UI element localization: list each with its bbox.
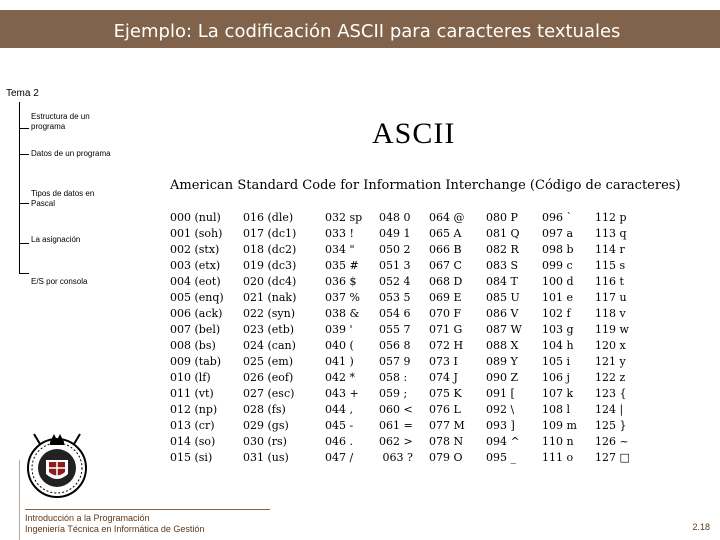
ascii-cell: 065 A xyxy=(429,227,462,240)
ascii-cell: 016 (dle) xyxy=(243,211,294,224)
ascii-cell: 075 K xyxy=(429,387,462,400)
ascii-cell: 081 Q xyxy=(486,227,520,240)
ascii-cell: 027 (esc) xyxy=(243,387,295,400)
ascii-cell: 025 (em) xyxy=(243,355,294,368)
ascii-cell: 123 { xyxy=(595,387,627,400)
ascii-cell: 003 (etx) xyxy=(170,259,221,272)
ascii-cell: 110 n xyxy=(542,435,574,448)
ascii-cell: 109 m xyxy=(542,419,577,432)
ascii-cell: 031 (us) xyxy=(243,451,289,464)
ascii-cell: 048 0 xyxy=(379,211,411,224)
ascii-cell: 021 (nak) xyxy=(243,291,297,304)
outline-tick xyxy=(19,154,29,155)
ascii-cell: 024 (can) xyxy=(243,339,296,352)
ascii-cell: 088 X xyxy=(486,339,519,352)
ascii-cell: 046 . xyxy=(325,435,353,448)
ascii-cell: 028 (fs) xyxy=(243,403,286,416)
ascii-cell: 098 b xyxy=(542,243,574,256)
ascii-cell: 079 O xyxy=(429,451,463,464)
ascii-cell: 057 9 xyxy=(379,355,411,368)
outline-item-label: Datos de un programa xyxy=(31,149,111,158)
ascii-cell: 076 L xyxy=(429,403,461,416)
ascii-cell: 126 ~ xyxy=(595,435,629,448)
ascii-cell: 000 (nul) xyxy=(170,211,221,224)
ascii-cell: 008 (bs) xyxy=(170,339,216,352)
ascii-column xyxy=(595,210,630,466)
ascii-cell: 045 - xyxy=(325,419,354,432)
outline-item-label: La asignación xyxy=(31,235,81,244)
ascii-cell: 009 (tab) xyxy=(170,355,222,368)
ascii-cell: 060 < xyxy=(379,403,413,416)
ascii-cell: 072 H xyxy=(429,339,464,352)
ascii-cell: 102 f xyxy=(542,307,571,320)
ascii-cell: 099 c xyxy=(542,259,573,272)
ascii-cell: 010 (lf) xyxy=(170,371,211,384)
ascii-cell: 002 (stx) xyxy=(170,243,220,256)
ascii-cell: 001 (soh) xyxy=(170,227,223,240)
ascii-cell: 064 @ xyxy=(429,211,465,224)
ascii-cell: 095 _ xyxy=(486,451,516,464)
ascii-cell: 112 p xyxy=(595,211,627,224)
ascii-column xyxy=(379,210,413,466)
ascii-cell: 116 t xyxy=(595,275,624,288)
ascii-cell: 058 : xyxy=(379,371,408,384)
ascii-cell: 014 (so) xyxy=(170,435,216,448)
ascii-cell: 105 i xyxy=(542,355,571,368)
ascii-cell: 071 G xyxy=(429,323,463,336)
ascii-column xyxy=(243,210,296,466)
ascii-cell: 100 d xyxy=(542,275,574,288)
ascii-cell: 114 r xyxy=(595,243,625,256)
ascii-cell: 062 > xyxy=(379,435,413,448)
university-seal-icon xyxy=(22,420,92,500)
slide-title: Ejemplo: La codificación ASCII para caracteres textuales xyxy=(113,21,621,42)
ascii-cell: 056 8 xyxy=(379,339,411,352)
ascii-cell: 117 u xyxy=(595,291,627,304)
ascii-column xyxy=(429,210,465,466)
ascii-cell: 078 N xyxy=(429,435,464,448)
ascii-cell: 019 (dc3) xyxy=(243,259,297,272)
ascii-cell: 067 C xyxy=(429,259,462,272)
ascii-cell: 005 (enq) xyxy=(170,291,224,304)
ascii-cell: 097 a xyxy=(542,227,574,240)
ascii-cell: 015 (si) xyxy=(170,451,213,464)
ascii-cell: 103 g xyxy=(542,323,574,336)
ascii-cell: 115 s xyxy=(595,259,626,272)
ascii-cell: 125 } xyxy=(595,419,627,432)
ascii-cell: 050 2 xyxy=(379,243,411,256)
ascii-column xyxy=(486,210,522,466)
ascii-column xyxy=(170,210,224,466)
ascii-cell: 039 ' xyxy=(325,323,353,336)
outline-tick xyxy=(19,128,29,129)
ascii-cell: 037 % xyxy=(325,291,360,304)
ascii-cell: 087 W xyxy=(486,323,522,336)
outline-item-label: Tipos de datos en Pascal xyxy=(31,189,95,208)
ascii-cell: 106 j xyxy=(542,371,570,384)
outline-tick xyxy=(19,273,29,274)
ascii-cell: 122 z xyxy=(595,371,626,384)
ascii-cell: 080 P xyxy=(486,211,518,224)
ascii-cell: 044 , xyxy=(325,403,353,416)
ascii-cell: 127 □ xyxy=(595,451,630,464)
ascii-cell: 083 S xyxy=(486,259,519,272)
ascii-cell: 007 (bel) xyxy=(170,323,221,336)
ascii-cell: 020 (dc4) xyxy=(243,275,297,288)
ascii-cell: 092 \ xyxy=(486,403,515,416)
ascii-cell: 023 (etb) xyxy=(243,323,295,336)
ascii-cell: 084 T xyxy=(486,275,518,288)
ascii-cell: 032 sp xyxy=(325,211,363,224)
ascii-cell: 119 w xyxy=(595,323,629,336)
ascii-cell: 069 E xyxy=(429,291,462,304)
outline-item-label: E/S por consola xyxy=(31,277,88,286)
ascii-cell: 066 B xyxy=(429,243,462,256)
ascii-cell: 085 U xyxy=(486,291,520,304)
ascii-cell: 124 | xyxy=(595,403,624,416)
outline-item-label: Estructura de un programa xyxy=(31,112,90,131)
page-number: 2.18 xyxy=(692,522,710,532)
ascii-cell: 042 * xyxy=(325,371,355,384)
ascii-cell: 011 (vt) xyxy=(170,387,214,400)
ascii-cell: 052 4 xyxy=(379,275,411,288)
ascii-cell: 096 ` xyxy=(542,211,572,224)
ascii-cell: 022 (syn) xyxy=(243,307,296,320)
ascii-cell: 026 (eof) xyxy=(243,371,294,384)
outline-tick xyxy=(19,243,29,244)
ascii-cell: 018 (dc2) xyxy=(243,243,297,256)
ascii-cell: 040 ( xyxy=(325,339,354,352)
ascii-cell: 029 (gs) xyxy=(243,419,289,432)
ascii-cell: 070 F xyxy=(429,307,462,320)
ascii-cell: 038 & xyxy=(325,307,360,320)
ascii-cell: 068 D xyxy=(429,275,463,288)
ascii-cell: 107 k xyxy=(542,387,574,400)
ascii-cell: 006 (ack) xyxy=(170,307,223,320)
ascii-cell: 047 / xyxy=(325,451,354,464)
ascii-column xyxy=(542,210,577,466)
ascii-cell: 004 (eot) xyxy=(170,275,221,288)
ascii-cell: 041 ) xyxy=(325,355,354,368)
ascii-cell: 121 y xyxy=(595,355,626,368)
ascii-cell: 051 3 xyxy=(379,259,411,272)
ascii-cell: 053 5 xyxy=(379,291,411,304)
ascii-cell: 061 = xyxy=(379,419,413,432)
ascii-column xyxy=(325,210,362,466)
ascii-cell: 082 R xyxy=(486,243,519,256)
ascii-cell: 086 V xyxy=(486,307,519,320)
ascii-cell: 094 ^ xyxy=(486,435,520,448)
ascii-cell: 089 Y xyxy=(486,355,518,368)
outline-tick xyxy=(19,203,29,204)
ascii-cell: 013 (cr) xyxy=(170,419,215,432)
ascii-cell: 074 J xyxy=(429,371,458,384)
ascii-cell: 108 l xyxy=(542,403,571,416)
ascii-cell: 073 I xyxy=(429,355,458,368)
footer-course: Introducción a la Programación xyxy=(25,513,150,523)
ascii-cell: 033 ! xyxy=(325,227,354,240)
ascii-heading: ASCII xyxy=(372,117,456,150)
ascii-cell: 034 " xyxy=(325,243,355,256)
ascii-cell: 063 ? xyxy=(379,451,413,464)
ascii-cell: 101 e xyxy=(542,291,574,304)
footer-divider xyxy=(25,509,270,510)
ascii-cell: 043 + xyxy=(325,387,359,400)
topic-label: Tema 2 xyxy=(6,88,39,99)
footer-degree: Ingeniería Técnica en Informática de Gestión xyxy=(25,524,205,534)
ascii-cell: 049 1 xyxy=(379,227,411,240)
ascii-cell: 017 (dc1) xyxy=(243,227,297,240)
ascii-cell: 118 v xyxy=(595,307,626,320)
outline-line-bottom xyxy=(19,460,20,540)
ascii-cell: 111 o xyxy=(542,451,574,464)
ascii-cell: 113 q xyxy=(595,227,627,240)
ascii-cell: 036 $ xyxy=(325,275,357,288)
ascii-cell: 091 [ xyxy=(486,387,515,400)
ascii-cell: 030 (rs) xyxy=(243,435,287,448)
ascii-cell: 120 x xyxy=(595,339,626,352)
ascii-cell: 035 # xyxy=(325,259,359,272)
ascii-cell: 090 Z xyxy=(486,371,519,384)
ascii-cell: 093 ] xyxy=(486,419,515,432)
ascii-subtitle: American Standard Code for Information Interchange (Código de caracteres) xyxy=(170,178,681,193)
ascii-cell: 012 (np) xyxy=(170,403,218,416)
ascii-cell: 055 7 xyxy=(379,323,411,336)
ascii-cell: 054 6 xyxy=(379,307,411,320)
ascii-cell: 059 ; xyxy=(379,387,408,400)
ascii-cell: 104 h xyxy=(542,339,574,352)
ascii-cell: 077 M xyxy=(429,419,465,432)
